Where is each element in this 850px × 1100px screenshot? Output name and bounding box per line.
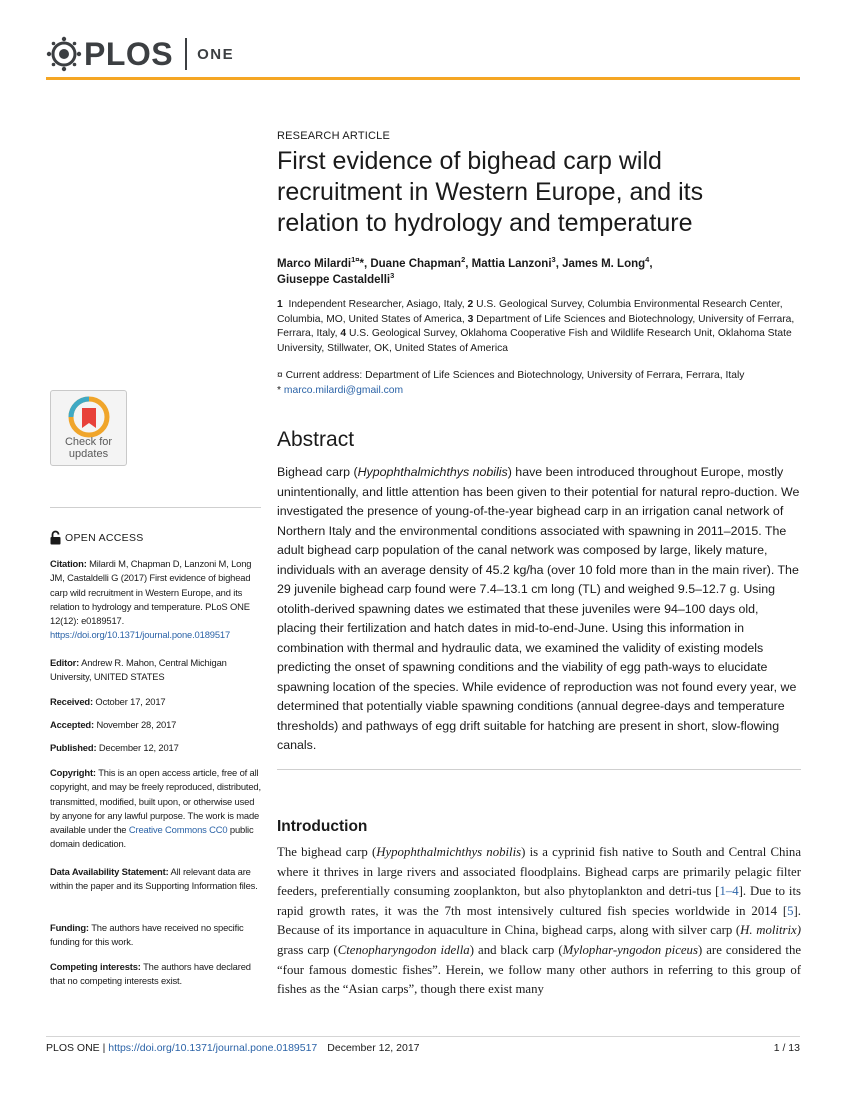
author-sup: 2 xyxy=(461,255,466,265)
intro-segment: ]. Due to its rapid growth rates, it was the 7th most intensively cultured fish species worldwide in 2014 [ xyxy=(277,884,801,918)
journal-name: ONE xyxy=(197,45,235,63)
article-title: First evidence of bighead carp wild recruitment in Western Europe, and its relation to hydrology and temperature xyxy=(277,147,704,237)
editor-block xyxy=(50,656,262,685)
received-label: Received: xyxy=(50,696,93,707)
email-link[interactable]: marco.milardi@gmail.com xyxy=(283,384,404,396)
intro-segment: grass carp ( xyxy=(277,942,338,957)
affiliation-text: Independent Researcher, Asiago, Italy, xyxy=(288,299,465,310)
data-availability-text: All relevant data are within the paper and its Supporting Information files. xyxy=(50,866,258,892)
intro-segment: ) are considered the “four famous domestic fishes”. Herein, we follow many other authors in referring to this group of fishes as the “Asian carps”, though there exist many xyxy=(277,942,802,997)
copyright-text: This is an open access article, free of all copyright, and may be freely reproduced, distributed, transmitted, modified, built upon, or otherwise used by anyone for any lawful purpose. The work is made available under the xyxy=(50,767,261,836)
author-name[interactable]: , James M. Long xyxy=(555,258,646,270)
editor-label: Editor: xyxy=(50,657,80,668)
accepted-block xyxy=(50,718,262,732)
plos-one-logo[interactable] xyxy=(46,34,234,74)
accepted-label: Accepted: xyxy=(50,719,94,730)
species-name: Mylophar-yngodon piceus xyxy=(562,942,698,957)
affiliation-number: 4 xyxy=(340,328,347,340)
affiliation-text: U.S. Geological Survey, Columbia Environmental Research Center, Columbia, MO, United States of America, xyxy=(277,299,783,325)
funding-text: The authors have received no specific funding for this work. xyxy=(50,922,244,948)
check-for-updates-badge[interactable] xyxy=(50,390,127,466)
badge-label xyxy=(51,436,126,460)
author-sup: 3 xyxy=(390,271,395,281)
introduction-text xyxy=(277,843,801,1000)
intro-segment: ) is a cyprinid fish native to South and Central China where it thrives in large rivers and associated floodplains. Bighead carps are primarily pelagic filter feeders, preferentially consuming zooplankton, but also phytoplankton and detri-tus [ xyxy=(277,845,802,899)
affiliation-number: 1 xyxy=(277,299,283,310)
brand-name: PLOS xyxy=(84,35,174,72)
author-name[interactable]: *, Duane Chapman xyxy=(359,258,462,270)
species-name: Ctenopharyngodon idella xyxy=(337,942,470,957)
affiliations xyxy=(277,298,797,356)
affiliation-number: 2 xyxy=(467,299,474,310)
competing-interests-text: The authors have declared that no competing interests exist. xyxy=(50,961,251,987)
open-access-label xyxy=(50,530,144,545)
accepted-date: November 28, 2017 xyxy=(96,719,177,730)
creative-commons-link[interactable]: Creative Commons CC0 xyxy=(128,824,228,836)
species-name: H. molitrix) xyxy=(740,923,801,938)
published-block xyxy=(50,741,262,755)
footer-journal: PLOS ONE | xyxy=(46,1042,106,1054)
affiliation-number: 3 xyxy=(467,313,474,325)
received-date: October 17, 2017 xyxy=(95,696,166,707)
plos-logo-icon xyxy=(46,36,82,72)
copyright-label: Copyright: xyxy=(50,767,96,778)
abstract-segment: Bighead carp ( xyxy=(277,465,358,479)
logo-divider xyxy=(185,38,187,70)
author-sup: 3 xyxy=(551,255,556,265)
correspondence xyxy=(277,369,797,398)
citation-label: Citation: xyxy=(50,558,87,569)
current-address: ¤ Current address: Department of Life Sciences and Biotechnology, University of Ferrara, Ferrara, Italy xyxy=(277,370,745,381)
citation-link[interactable]: 4 xyxy=(732,884,739,899)
citation-text: Milardi M, Chapman D, Lanzoni M, Long JM, Castaldelli G (2017) First evidence of bighead carp wild recruitment in Western Europe, and its relation to hydrology and temperature. PLoS ONE 12(12): e0189517. xyxy=(50,558,252,627)
author-name[interactable]: Marco Milardi xyxy=(277,258,352,270)
editor-text: Andrew R. Mahon, Central Michigan University, UNITED STATES xyxy=(50,657,227,683)
footer-doi-link[interactable]: https://doi.org/10.1371/journal.pone.0189517 xyxy=(108,1042,318,1054)
author-list xyxy=(277,256,777,288)
abstract-heading: Abstract xyxy=(277,428,355,451)
abstract-segment: ) have been introduced throughout Europe, mostly unintentionally, and little attention has been given to their potential for natural repro-duction. We investigated the presence of young-of-the-year bighead carp in an irrigation canal network of Northern Italy and the environmental conditions associated with spawning in 2011–2015. The adult bighead carp population of the canal network was composed by large, likely mature, individuals with an average density of 45.2 kg/ha (over 10 fold more than in the main river). The 29 juvenile bighead carp found were 7.4–13.1 cm long (TL) and weighed 9.5–12.7 g. Using otolith-derived spawning dates we estimated that these juveniles were 94–100 days old, placing their fertilization and hatch dates in mid-to-end-June. Using this information in combination with thermal and hydraulic data, we examined the validity of existing models predicting the onset of spawning conditions and the viability of egg path-ways to elucidate spawning location of the species. While evidence of reproduction was not found every year, we determined that potentially viable spawning conditions (annual degree-days and temperature thresholds) and pathways of egg drift suitable for hatching are present in short, slow-flowing canals. xyxy=(277,465,800,752)
article-type: RESEARCH ARTICLE xyxy=(277,130,391,142)
intro-segment: The bighead carp ( xyxy=(277,845,377,859)
published-label: Published: xyxy=(50,742,97,753)
footer-date: December 12, 2017 xyxy=(327,1042,420,1054)
copyright-tail: public domain dedication. xyxy=(50,824,254,850)
funding-label: Funding: xyxy=(50,922,89,933)
funding-block xyxy=(50,921,262,950)
citation-link[interactable]: 1 xyxy=(719,884,726,899)
copyright-block xyxy=(50,766,262,852)
footer-divider xyxy=(46,1036,800,1037)
sidebar-divider xyxy=(50,507,261,508)
header-accent-bar xyxy=(46,77,800,80)
email-marker: * xyxy=(277,384,282,396)
open-access-text: OPEN ACCESS xyxy=(65,531,144,544)
citation-block xyxy=(50,557,262,643)
data-availability-label: Data Availability Statement: xyxy=(50,866,169,877)
badge-line: Check for xyxy=(64,436,113,448)
competing-interests-block xyxy=(50,960,262,989)
author-separator: , xyxy=(649,258,653,270)
author-sup: 1¤ xyxy=(351,255,360,265)
intro-segment: ]. Because of its importance in aquaculture in China, bighead carps, along with silver carp ( xyxy=(277,903,801,938)
citation-doi-link[interactable]: https://doi.org/10.1371/journal.pone.0189517 xyxy=(50,629,231,641)
competing-interests-label: Competing interests: xyxy=(50,961,141,972)
affiliation-text: Department of Life Sciences and Biotechnology, University of Ferrara, Ferrara, Italy, xyxy=(277,313,795,340)
species-name: Hypophthalmichthys nobilis xyxy=(357,465,508,479)
species-name: Hypophthalmichthys nobilis xyxy=(376,845,522,859)
check-updates-icon xyxy=(68,396,110,438)
received-block xyxy=(50,695,262,709)
citation-dash: – xyxy=(725,884,733,899)
author-sup: 4 xyxy=(645,255,650,265)
intro-segment: ) and black carp ( xyxy=(469,942,563,957)
author-name[interactable]: , Mattia Lanzoni xyxy=(465,258,552,270)
page-footer xyxy=(46,1042,800,1054)
abstract-text xyxy=(277,463,801,756)
open-lock-icon xyxy=(50,530,61,545)
abstract-divider xyxy=(277,769,801,770)
introduction-heading: Introduction xyxy=(277,818,368,835)
author-name[interactable]: Giuseppe Castaldelli xyxy=(277,274,391,286)
badge-line: updates xyxy=(68,448,109,460)
published-date: December 12, 2017 xyxy=(98,742,179,753)
page-number: 1 / 13 xyxy=(773,1042,800,1054)
citation-link[interactable]: 5 xyxy=(787,903,794,918)
affiliation-text: U.S. Geological Survey, Oklahoma Cooperative Fish and Wildlife Research Unit, Oklahoma State University, Stillwater, OK, United States of America xyxy=(277,328,792,354)
data-availability-block xyxy=(50,865,262,894)
